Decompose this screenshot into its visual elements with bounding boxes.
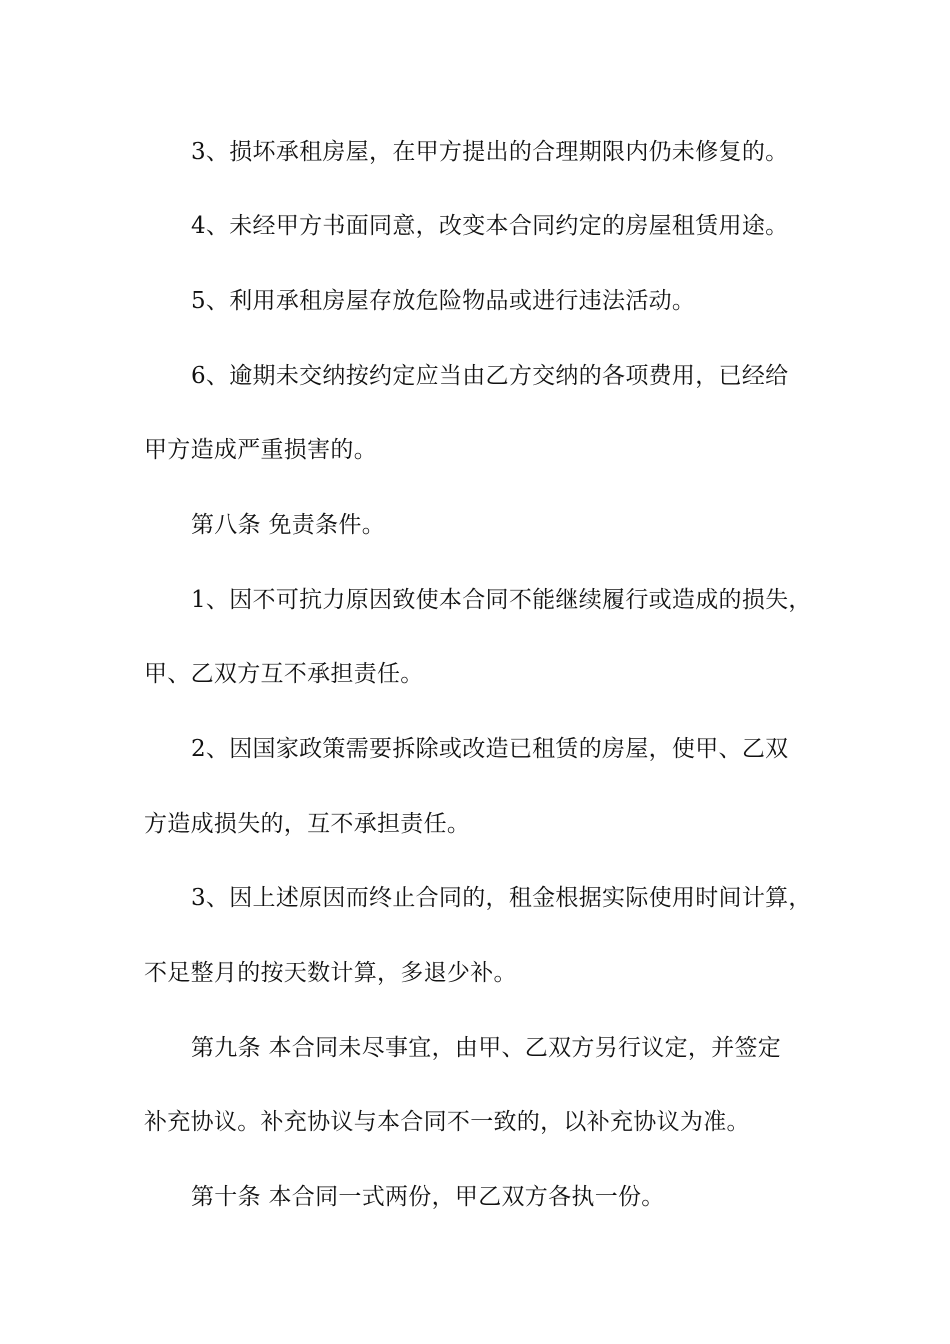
exemption-2-line-2: 方造成损失的，互不承担责任。 xyxy=(144,811,471,837)
article-9-line-1: 第九条 本合同未尽事宜，由甲、乙双方另行议定，并签定 xyxy=(191,1035,782,1061)
clause-6-line-2: 甲方造成严重损害的。 xyxy=(144,437,377,463)
clause-5-line: 5、利用承租房屋存放危险物品或进行违法活动。 xyxy=(191,288,696,314)
clause-4-line: 4、未经甲方书面同意，改变本合同约定的房屋租赁用途。 xyxy=(191,213,789,239)
article-10-line: 第十条 本合同一式两份，甲乙双方各执一份。 xyxy=(191,1184,665,1210)
exemption-1-line-2: 甲、乙双方互不承担责任。 xyxy=(144,661,424,687)
clause-3-line: 3、损坏承租房屋，在甲方提出的合理期限内仍未修复的。 xyxy=(191,139,789,165)
article-8-heading: 第八条 免责条件。 xyxy=(191,512,386,538)
exemption-2-line-1: 2、因国家政策需要拆除或改造已租赁的房屋，使甲、乙双 xyxy=(191,736,789,762)
exemption-1-line-1: 1、因不可抗力原因致使本合同不能继续履行或造成的损失， xyxy=(191,587,812,613)
exemption-3-line-1: 3、因上述原因而终止合同的，租金根据实际使用时间计算， xyxy=(191,885,812,911)
clause-6-line-1: 6、逾期未交纳按约定应当由乙方交纳的各项费用，已经给 xyxy=(191,363,789,389)
exemption-3-line-2: 不足整月的按天数计算，多退少补。 xyxy=(144,960,517,986)
article-9-line-2: 补充协议。补充协议与本合同不一致的，以补充协议为准。 xyxy=(144,1109,750,1135)
